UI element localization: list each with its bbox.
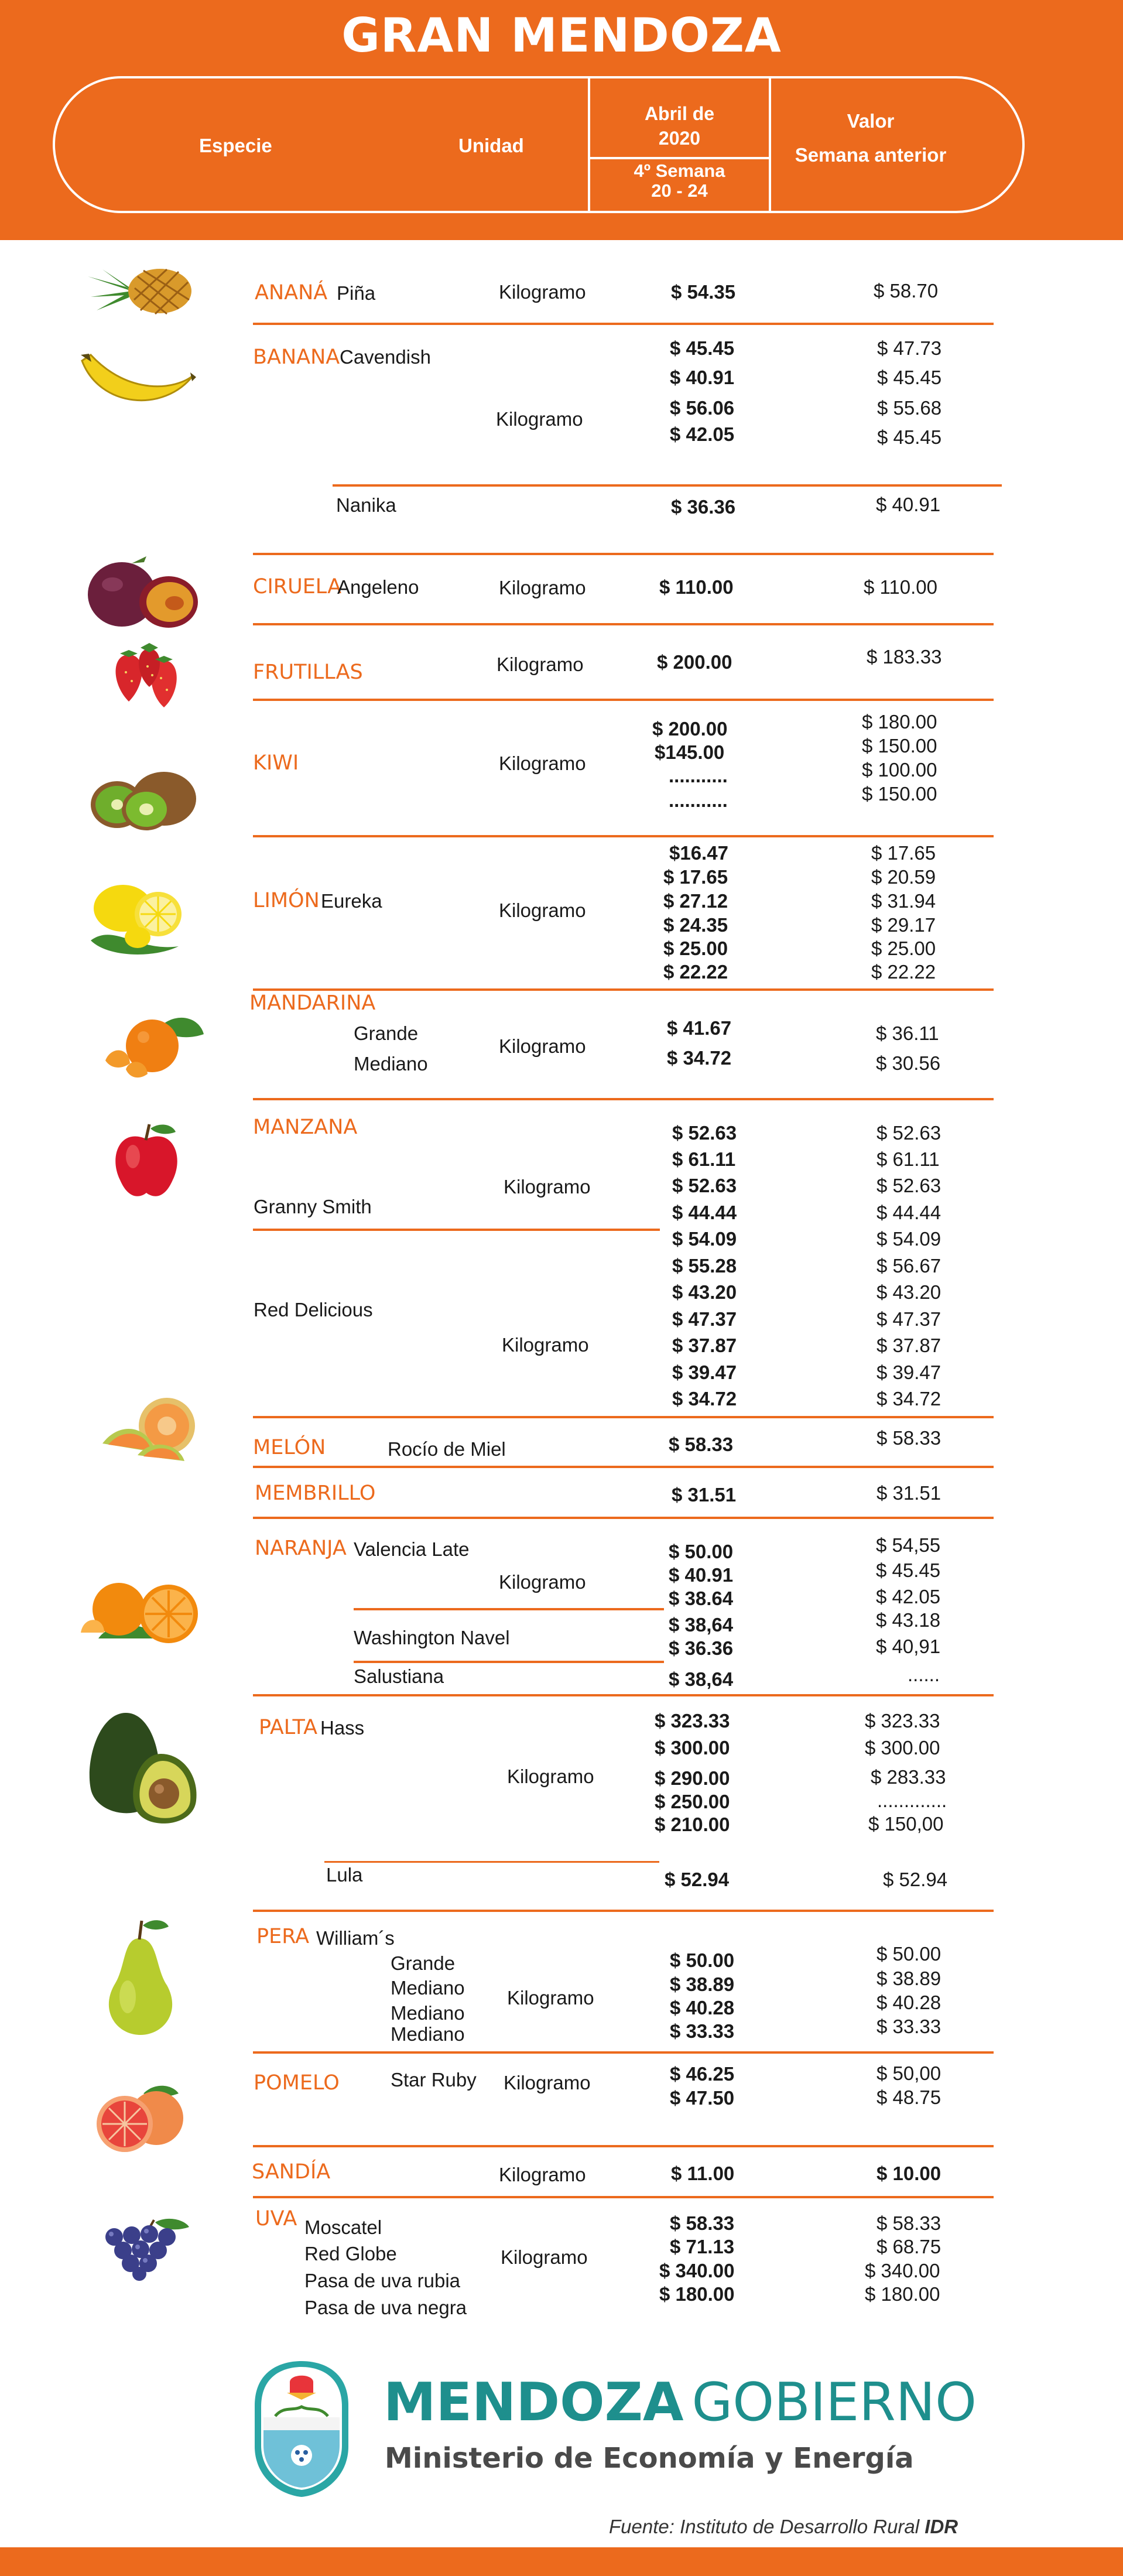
price-manzana-10: $ 39.47: [672, 1361, 737, 1383]
species-kiwi: KIWI: [253, 751, 299, 775]
grapes-icon: [91, 2216, 199, 2281]
prev-manzana-8: $ 47.37: [877, 1308, 941, 1330]
source-text: [609, 2516, 958, 2538]
variety-naranja-washington: Washington Navel: [354, 1627, 510, 1648]
prev-limon-5: $ 25.00: [871, 938, 936, 959]
price-pera-3: $ 40.28: [670, 1997, 735, 2019]
prev-manzana-7: $ 43.20: [877, 1281, 941, 1303]
row-separator: [253, 323, 994, 325]
mendoza-shield-logo: [252, 2359, 351, 2499]
price-limon-4: $ 24.35: [663, 914, 728, 936]
col-header-periodo-line1: Abril de: [644, 103, 715, 124]
variety-uva-1: Moscatel: [304, 2216, 382, 2238]
tangerine-icon: [94, 1011, 205, 1084]
price-palta-4: $ 250.00: [655, 1791, 730, 1812]
row-separator: [253, 1416, 994, 1418]
pineapple-icon: [85, 265, 196, 317]
prev-palta-1: $ 323.33: [865, 1710, 940, 1732]
prev-banana-1: $ 47.73: [877, 337, 942, 359]
price-manzana-8: $ 47.37: [672, 1308, 737, 1330]
price-banana-2: $ 40.91: [670, 367, 735, 388]
price-manzana-6: $ 55.28: [672, 1255, 737, 1277]
col-divider-horizontal: [588, 157, 771, 159]
price-manzana-1: $ 52.63: [672, 1122, 737, 1144]
source-prefix: Fuente: Instituto de Desarrollo Rural: [609, 2516, 920, 2537]
price-palta-1: $ 323.33: [655, 1710, 730, 1732]
unit-manzana-2: Kilogramo: [502, 1334, 589, 1356]
size-pera-1: Grande: [391, 1952, 456, 1974]
prev-palta-2: $ 300.00: [865, 1737, 940, 1759]
row-separator: [354, 1661, 664, 1663]
prev-uva-3: $ 340.00: [865, 2260, 940, 2281]
price-naranja-1: $ 50.00: [669, 1541, 734, 1562]
row-separator: [354, 1608, 664, 1610]
col-header-semana-line1: 4º Semana: [634, 160, 725, 181]
prev-banana-nanika: $ 40.91: [876, 494, 941, 515]
prev-limon-2: $ 20.59: [871, 866, 936, 888]
col-header-valor-line1: Valor: [847, 110, 895, 132]
size-pera-3: Mediano: [391, 2002, 465, 2024]
prev-pomelo-1: $ 50,00: [877, 2062, 941, 2084]
brand-text: [384, 2372, 977, 2433]
price-kiwi-1: $ 200.00: [652, 718, 728, 740]
price-palta-5: $ 210.00: [655, 1814, 730, 1835]
prev-kiwi-3: $ 100.00: [862, 759, 937, 781]
prev-uva-1: $ 58.33: [877, 2212, 941, 2234]
variety-uva-2: Red Globe: [304, 2243, 397, 2264]
grapefruit-icon: [91, 2082, 190, 2155]
price-banana-nanika: $ 36.36: [671, 496, 736, 518]
unit-banana: Kilogramo: [496, 408, 583, 430]
variety-limon: Eureka: [321, 890, 382, 912]
prev-banana-4: $ 45.45: [877, 426, 942, 448]
price-naranja-4: $ 38,64: [669, 1614, 734, 1636]
ministry-text: Ministerio de Economía y Energía: [385, 2442, 914, 2475]
row-separator: [253, 988, 994, 991]
prev-anana: $ 58.70: [874, 280, 939, 302]
price-kiwi-4: ...........: [669, 789, 728, 811]
variety-ciruela: Angeleno: [337, 576, 419, 598]
prev-uva-2: $ 68.75: [877, 2236, 941, 2257]
price-naranja-2: $ 40.91: [669, 1564, 734, 1586]
unit-pera: Kilogramo: [507, 1987, 594, 2009]
species-manzana: MANZANA: [253, 1116, 358, 1139]
variety-naranja-salustiana: Salustiana: [354, 1665, 444, 1687]
prev-manzana-1: $ 52.63: [877, 1122, 941, 1144]
row-separator: [253, 1229, 660, 1231]
source-abbr: IDR: [925, 2516, 958, 2537]
prev-membrillo: $ 31.51: [877, 1482, 941, 1504]
prev-naranja-2: $ 45.45: [876, 1559, 941, 1581]
price-manzana-2: $ 61.11: [672, 1148, 736, 1170]
prev-palta-3: $ 283.33: [871, 1766, 946, 1788]
price-frutillas: $ 200.00: [657, 651, 732, 673]
unit-manzana-1: Kilogramo: [504, 1176, 591, 1198]
prev-naranja-5: $ 40,91: [876, 1636, 941, 1657]
prev-pomelo-2: $ 48.75: [877, 2086, 941, 2108]
variety-naranja-valencia: Valencia Late: [354, 1538, 470, 1560]
variety-manzana-granny: Granny Smith: [254, 1196, 372, 1217]
prev-manzana-4: $ 44.44: [877, 1202, 941, 1223]
price-banana-3: $ 56.06: [670, 397, 735, 419]
species-uva: UVA: [255, 2207, 297, 2231]
price-ciruela: $ 110.00: [659, 576, 734, 598]
variety-manzana-red: Red Delicious: [254, 1299, 373, 1321]
prev-manzana-5: $ 54.09: [877, 1228, 941, 1250]
price-melon: $ 58.33: [669, 1434, 734, 1455]
prev-manzana-3: $ 52.63: [877, 1175, 941, 1196]
melon-icon: [97, 1397, 205, 1464]
price-manzana-4: $ 44.44: [672, 1202, 737, 1223]
prev-pera-4: $ 33.33: [877, 2016, 941, 2037]
price-pera-4: $ 33.33: [670, 2020, 735, 2042]
price-pera-1: $ 50.00: [670, 1949, 735, 1971]
strawberry-icon: [105, 643, 193, 712]
variety-palta-lula: Lula: [326, 1864, 363, 1886]
col-header-periodo-line2: 2020: [658, 128, 701, 149]
page-title: GRAN MENDOZA: [341, 8, 782, 63]
species-melon: MELÓN: [253, 1436, 326, 1459]
prev-naranja-4: $ 43.18: [876, 1609, 941, 1631]
price-mandarina-1: $ 41.67: [667, 1017, 732, 1039]
price-membrillo: $ 31.51: [672, 1484, 737, 1506]
prev-limon-6: $ 22.22: [871, 961, 936, 983]
size-pera-4: Mediano: [391, 2023, 465, 2045]
prev-kiwi-1: $ 180.00: [862, 711, 937, 733]
price-palta-2: $ 300.00: [655, 1737, 730, 1759]
price-naranja-6: $ 38,64: [669, 1668, 734, 1690]
prev-mandarina-2: $ 30.56: [876, 1052, 941, 1074]
prev-sandia: $ 10.00: [877, 2163, 941, 2184]
prev-pera-3: $ 40.28: [877, 1992, 941, 2013]
price-naranja-5: $ 36.36: [669, 1637, 734, 1659]
col-header-semana-line2: 20 - 24: [651, 180, 708, 201]
prev-melon: $ 58.33: [877, 1427, 941, 1449]
prev-mandarina-1: $ 36.11: [876, 1022, 939, 1044]
brand-secondary: GOBIERNO: [691, 2372, 977, 2433]
brand-main: MENDOZA: [384, 2372, 684, 2433]
prev-palta-4: .............: [877, 1790, 947, 1811]
row-separator: [333, 484, 1002, 487]
row-separator: [253, 1910, 994, 1912]
variety-banana-cavendish: Cavendish: [340, 346, 431, 368]
species-ciruela: CIRUELA: [253, 575, 342, 598]
prev-naranja-1: $ 54,55: [876, 1534, 941, 1556]
price-manzana-5: $ 54.09: [672, 1228, 737, 1250]
prev-pera-2: $ 38.89: [877, 1968, 941, 1989]
row-separator: [253, 1694, 994, 1696]
price-limon-1: $16.47: [669, 842, 728, 864]
price-mandarina-2: $ 34.72: [667, 1047, 732, 1069]
row-separator: [253, 2051, 994, 2054]
prev-limon-1: $ 17.65: [871, 842, 936, 864]
price-manzana-3: $ 52.63: [672, 1175, 737, 1196]
col-header-valor-line2: Semana anterior: [795, 144, 947, 166]
unit-mandarina: Kilogramo: [499, 1035, 586, 1057]
price-manzana-9: $ 37.87: [672, 1335, 737, 1356]
variety-mandarina-mediano: Mediano: [354, 1053, 428, 1075]
unit-anana: Kilogramo: [499, 281, 586, 303]
kiwi-icon: [88, 769, 199, 834]
species-pera: PERA: [256, 1925, 310, 1948]
avocado-icon: [82, 1707, 205, 1830]
row-separator: [253, 623, 994, 625]
row-separator: [253, 1517, 994, 1519]
prev-ciruela: $ 110.00: [864, 576, 938, 598]
col-header-unidad: Unidad: [458, 135, 524, 156]
header-banner: [0, 0, 1123, 240]
prev-manzana-9: $ 37.87: [877, 1335, 941, 1356]
price-pomelo-2: $ 47.50: [670, 2087, 735, 2109]
footer-bar: [0, 2547, 1123, 2576]
price-uva-2: $ 71.13: [670, 2236, 735, 2257]
unit-kiwi: Kilogramo: [499, 752, 586, 774]
species-limon: LIMÓN: [253, 889, 320, 912]
variety-pera: William´s: [316, 1927, 395, 1949]
price-palta-3: $ 290.00: [655, 1767, 730, 1789]
col-header-especie: Especie: [199, 135, 272, 156]
unit-ciruela: Kilogramo: [499, 577, 586, 598]
banana-icon: [76, 349, 199, 413]
prev-manzana-11: $ 34.72: [877, 1388, 941, 1410]
price-sandia: $ 11.00: [671, 2163, 735, 2184]
price-pomelo-1: $ 46.25: [670, 2063, 735, 2085]
species-mandarina: MANDARINA: [249, 991, 376, 1015]
species-pomelo: POMELO: [254, 2071, 340, 2095]
price-naranja-3: $ 38.64: [669, 1588, 734, 1609]
prev-manzana-2: $ 61.11: [877, 1148, 940, 1170]
unit-frutillas: Kilogramo: [497, 654, 584, 675]
prev-naranja-6: ......: [908, 1664, 940, 1685]
variety-uva-3: Pasa de uva rubia: [304, 2270, 461, 2291]
species-anana: ANANÁ: [255, 281, 328, 305]
variety-uva-4: Pasa de uva negra: [304, 2297, 467, 2318]
variety-melon: Rocío de Miel: [388, 1438, 506, 1460]
row-separator: [324, 1861, 659, 1863]
species-sandia: SANDÍA: [252, 2160, 331, 2184]
price-banana-1: $ 45.45: [670, 337, 735, 359]
row-separator: [253, 1098, 994, 1100]
species-naranja: NARANJA: [255, 1537, 347, 1560]
price-palta-lula: $ 52.94: [665, 1869, 730, 1890]
price-anana: $ 54.35: [671, 281, 736, 303]
prev-frutillas: $ 183.33: [867, 646, 942, 668]
price-pera-2: $ 38.89: [670, 1973, 735, 1995]
unit-naranja: Kilogramo: [499, 1571, 586, 1593]
prev-manzana-10: $ 39.47: [877, 1361, 941, 1383]
unit-uva: Kilogramo: [501, 2246, 588, 2268]
price-manzana-11: $ 34.72: [672, 1388, 737, 1410]
unit-palta: Kilogramo: [507, 1766, 594, 1787]
prev-palta-lula: $ 52.94: [883, 1869, 948, 1890]
variety-palta-hass: Hass: [320, 1717, 365, 1739]
prev-uva-4: $ 180.00: [865, 2283, 940, 2305]
prev-limon-3: $ 31.94: [871, 890, 936, 912]
row-separator: [253, 699, 994, 701]
variety-anana: Piña: [337, 282, 376, 304]
prev-pera-1: $ 50.00: [877, 1943, 941, 1965]
orange-icon: [69, 1574, 207, 1647]
species-membrillo: MEMBRILLO: [255, 1482, 376, 1505]
price-uva-4: $ 180.00: [659, 2283, 735, 2305]
price-limon-5: $ 25.00: [663, 938, 728, 959]
prev-kiwi-4: $ 150.00: [862, 783, 937, 805]
unit-pomelo: Kilogramo: [504, 2072, 591, 2093]
unit-limon: Kilogramo: [499, 899, 586, 921]
price-uva-1: $ 58.33: [670, 2212, 735, 2234]
prev-palta-5: $ 150,00: [868, 1813, 944, 1835]
unit-sandia: Kilogramo: [499, 2164, 586, 2185]
pear-icon: [100, 1915, 182, 2038]
prev-naranja-3: $ 42.05: [876, 1586, 941, 1607]
size-pera-2: Mediano: [391, 1977, 465, 1999]
prev-banana-3: $ 55.68: [877, 397, 942, 419]
row-separator: [253, 2196, 994, 2198]
price-limon-6: $ 22.22: [663, 961, 728, 983]
plum-icon: [82, 556, 205, 632]
price-kiwi-2: $145.00: [655, 741, 725, 763]
species-banana: BANANA: [253, 345, 340, 369]
prev-banana-2: $ 45.45: [877, 367, 942, 388]
price-limon-2: $ 17.65: [663, 866, 728, 888]
prev-kiwi-2: $ 150.00: [862, 735, 937, 757]
species-palta: PALTA: [259, 1716, 318, 1739]
row-separator: [253, 835, 994, 837]
price-manzana-7: $ 43.20: [672, 1281, 737, 1303]
lemon-icon: [85, 882, 196, 958]
prev-manzana-6: $ 56.67: [877, 1255, 941, 1277]
price-uva-3: $ 340.00: [659, 2260, 735, 2281]
row-separator: [253, 553, 994, 555]
variety-mandarina-grande: Grande: [354, 1022, 419, 1044]
price-limon-3: $ 27.12: [663, 890, 728, 912]
apple-icon: [108, 1121, 184, 1203]
price-kiwi-3: ...........: [669, 765, 728, 786]
species-frutillas: FRUTILLAS: [253, 661, 363, 684]
row-separator: [253, 2145, 994, 2147]
price-banana-4: $ 42.05: [670, 423, 735, 445]
row-separator: [253, 1466, 994, 1468]
variety-pomelo: Star Ruby: [391, 2069, 477, 2091]
prev-limon-4: $ 29.17: [871, 914, 936, 936]
variety-banana-nanika: Nanika: [336, 494, 396, 516]
